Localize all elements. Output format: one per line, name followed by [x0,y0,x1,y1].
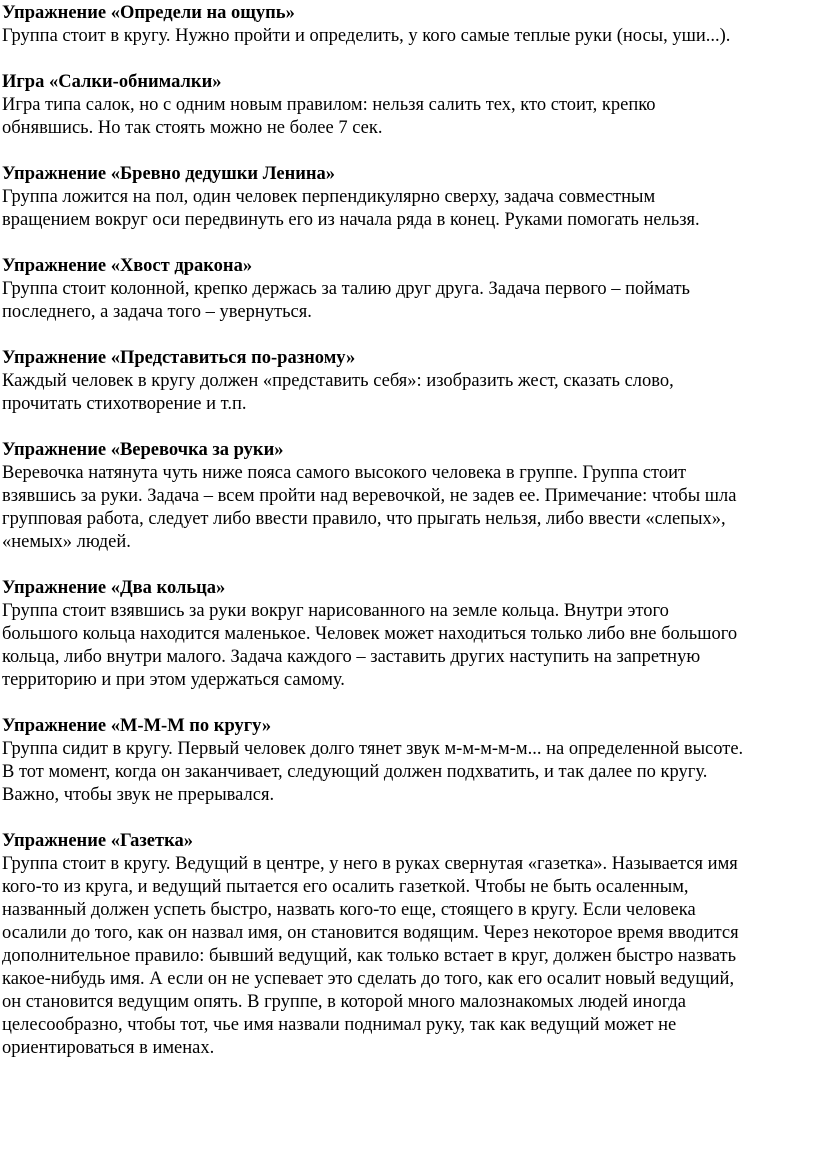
description-line: большого кольца находится маленькое. Человек может находиться только либо вне большого [2,624,738,644]
description-line: Группа стоит взявшись за руки вокруг нарисованного на земле кольца. Внутри этого [2,601,669,621]
exercise-title: Упражнение «Два кольца» [2,578,226,598]
description-line: вращением вокруг оси передвинуть его из начала ряда в конец. Руками помогать нельзя. [2,210,700,230]
exercise-title: Упражнение «Представиться по-разному» [2,348,356,368]
exercise-section [2,577,816,692]
exercise-description [2,278,816,324]
description-line: ориентироваться в именах. [2,1038,215,1058]
exercise-description [2,25,816,48]
description-line: «немых» людей. [2,532,131,552]
exercise-description [2,600,816,692]
exercise-description [2,462,816,554]
description-line: дополнительное правило: бывший ведущий, как только встает в круг, должен быстро назвать [2,946,737,966]
exercise-title: Упражнение «М-М-М по кругу» [2,716,272,736]
exercise-section [2,715,816,807]
description-line: какое-нибудь имя. А если он не успевает это сделать до того, как его осалит новый ведущий, [2,969,735,989]
exercise-section [2,347,816,416]
exercise-title: Упражнение «Веревочка за руки» [2,440,284,460]
description-line: кольца, либо внутри малого. Задача каждого – заставить других наступить на запретную [2,647,701,667]
description-line: Группа ложится на пол, один человек перпендикулярно сверху, задача совместным [2,187,656,207]
exercise-section [2,163,816,232]
description-line: Веревочка натянута чуть ниже пояса самого высокого человека в группе. Группа стоит [2,463,687,483]
description-line: групповая работа, следует либо ввести правило, что прыгать нельзя, либо ввести «слепых», [2,509,726,529]
exercise-section [2,439,816,554]
description-line: Группа стоит колонной, крепко держась за талию друг друга. Задача первого – поймать [2,279,690,299]
description-line: В тот момент, когда он заканчивает, следующий должен подхватить, и так далее по кругу. [2,762,708,782]
description-line: названный должен успеть быстро, назвать кого-то еще, стоящего в кругу. Если человека [2,900,696,920]
description-line: Группа стоит в кругу. Нужно пройти и определить, у кого самые теплые руки (носы, уши...). [2,26,731,46]
exercise-description [2,94,816,140]
exercise-title: Игра «Салки-обнималки» [2,72,222,92]
description-line: кого-то из круга, и ведущий пытается его осалить газеткой. Чтобы не быть осаленным, [2,877,689,897]
exercise-title: Упражнение «Газетка» [2,831,193,851]
description-line: Важно, чтобы звук не прерывался. [2,785,275,805]
description-line: Группа стоит в кругу. Ведущий в центре, у него в руках свернутая «газетка». Называется имя [2,854,738,874]
description-line: прочитать стихотворение и т.п. [2,394,247,414]
exercise-description [2,853,816,1060]
description-line: территорию и при этом удержаться самому. [2,670,345,690]
description-line: последнего, а задача того – увернуться. [2,302,312,322]
exercise-section [2,255,816,324]
exercise-description [2,738,816,807]
exercise-section [2,71,816,140]
exercise-section [2,830,816,1060]
description-line: целесообразно, чтобы тот, чье имя назвали поднимал руку, так как ведущий может не [2,1015,677,1035]
exercise-title: Упражнение «Бревно дедушки Ленина» [2,164,336,184]
exercise-description [2,186,816,232]
description-line: Игра типа салок, но с одним новым правилом: нельзя салить тех, кто стоит, крепко [2,95,656,115]
exercise-section [2,2,816,48]
description-line: Группа сидит в кругу. Первый человек долго тянет звук м-м-м-м-м... на определенной высоте. [2,739,744,759]
description-line: Каждый человек в кругу должен «представить себя»: изобразить жест, сказать слово, [2,371,674,391]
description-line: осалили до того, как он назвал имя, он становится водящим. Через некоторое время вводится [2,923,739,943]
exercise-title: Упражнение «Хвост дракона» [2,256,253,276]
description-line: обнявшись. Но так стоять можно не более 7 сек. [2,118,383,138]
description-line: он становится ведущим опять. В группе, в которой много малознакомых людей иногда [2,992,686,1012]
exercise-title: Упражнение «Определи на ощупь» [2,3,295,23]
description-line: взявшись за руки. Задача – всем пройти над веревочкой, не задев ее. Примечание: чтобы шла [2,486,737,506]
exercise-description [2,370,816,416]
